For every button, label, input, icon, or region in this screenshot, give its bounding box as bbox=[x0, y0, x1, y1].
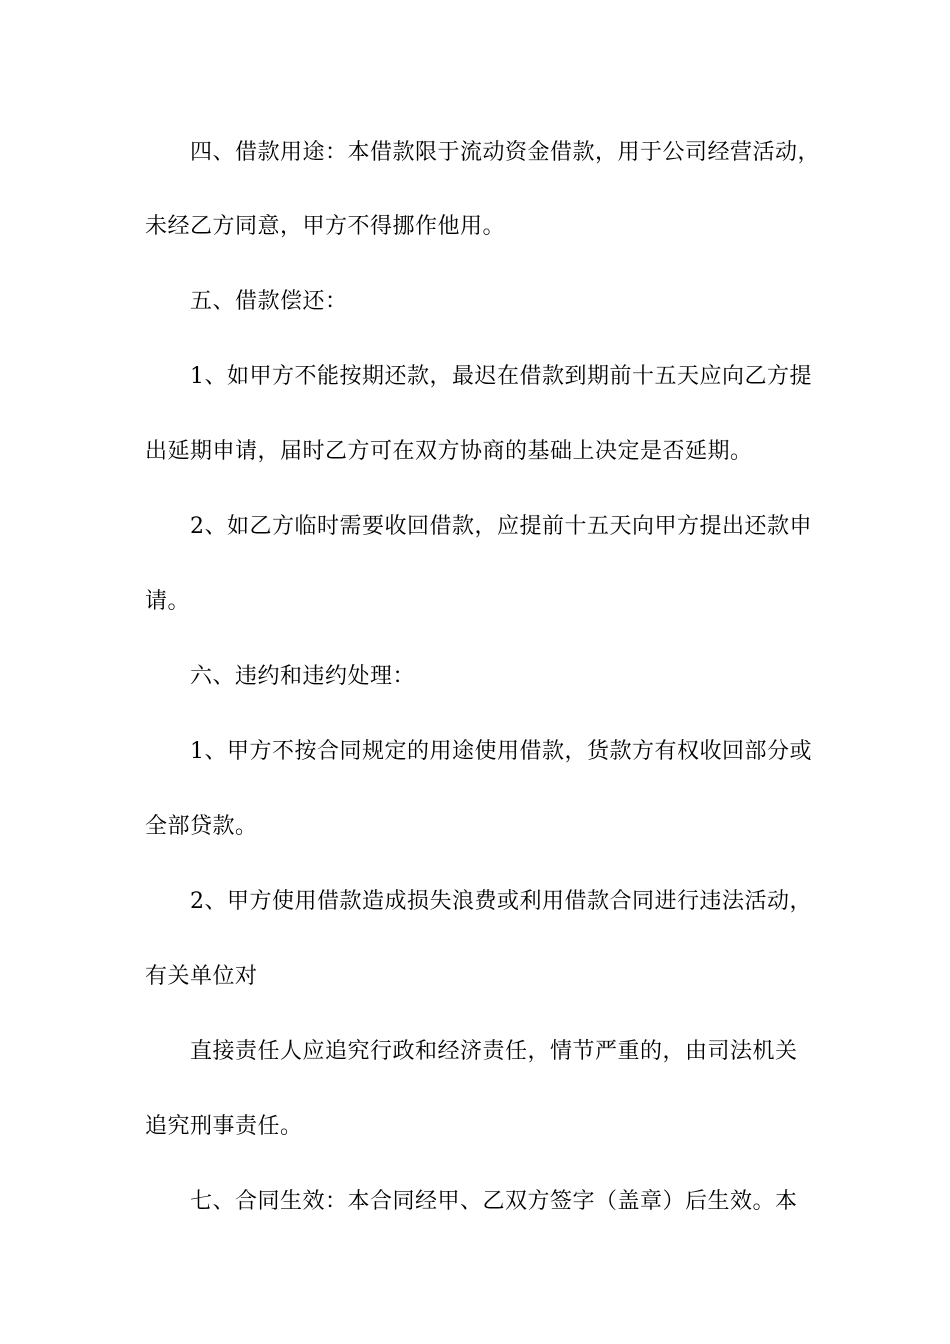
clause-6-heading: 六、违约和违约处理： bbox=[190, 664, 416, 689]
clause-6-item-2-line-1: 2、甲方使用借款造成损失浪费或利用借款合同进行违法活动， bbox=[190, 889, 812, 914]
clause-6-item-1-line-1: 1、甲方不按合同规定的用途使用借款，货款方有权收回部分或 bbox=[190, 739, 812, 764]
clause-6-item-1-line-2: 全部贷款。 bbox=[145, 814, 258, 839]
clause-6-item-2-line-2: 有关单位对 bbox=[145, 964, 258, 989]
clause-5-heading: 五、借款偿还： bbox=[190, 289, 348, 314]
clause-4-line-2: 未经乙方同意，甲方不得挪作他用。 bbox=[145, 214, 506, 239]
clause-7-line-1: 七、合同生效：本合同经甲、乙双方签字（盖章）后生效。本 bbox=[190, 1189, 798, 1214]
clause-6-item-2-line-4: 追究刑事责任。 bbox=[145, 1114, 303, 1139]
clause-5-item-1-line-2: 出延期申请，届时乙方可在双方协商的基础上决定是否延期。 bbox=[145, 439, 753, 464]
clause-6-item-2-line-3: 直接责任人应追究行政和经济责任，情节严重的，由司法机关 bbox=[190, 1039, 798, 1064]
clause-5-item-2-line-2: 请。 bbox=[145, 589, 191, 614]
clause-5-item-2-line-1: 2、如乙方临时需要收回借款，应提前十五天向甲方提出还款申 bbox=[190, 514, 812, 539]
clause-4-line-1: 四、借款用途：本借款限于流动资金借款，用于公司经营活动， bbox=[190, 140, 821, 165]
clause-5-item-1-line-1: 1、如甲方不能按期还款，最迟在借款到期前十五天应向乙方提 bbox=[190, 364, 812, 389]
